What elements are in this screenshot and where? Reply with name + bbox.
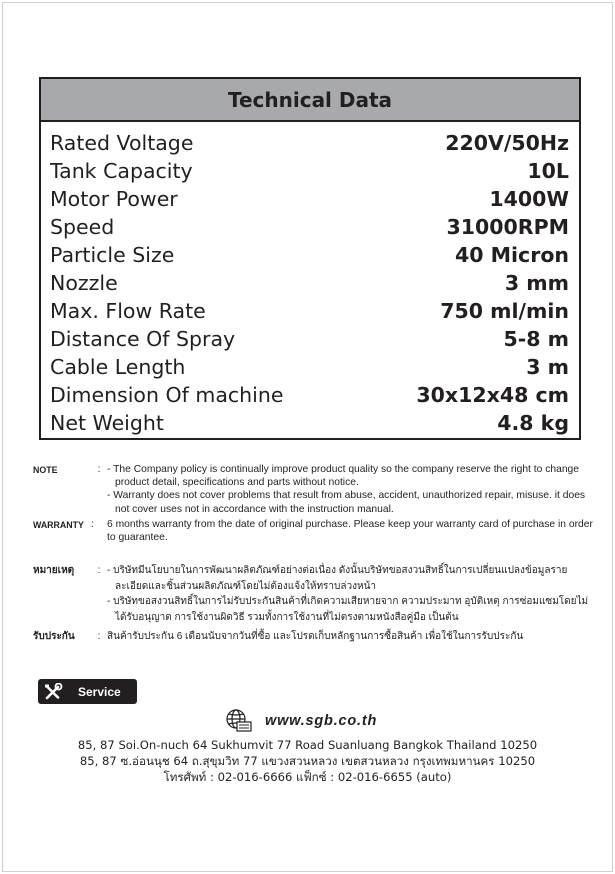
spec-row bbox=[50, 409, 569, 437]
spec-row bbox=[50, 297, 569, 325]
note-colon: : bbox=[97, 464, 101, 475]
note-block bbox=[33, 463, 593, 516]
notes-section bbox=[33, 463, 593, 645]
spec-row bbox=[50, 157, 569, 185]
thai-warranty-block bbox=[33, 629, 593, 645]
spec-value: 40 Micron bbox=[454, 243, 569, 267]
technical-data-table bbox=[39, 77, 581, 440]
spec-label: Motor Power bbox=[50, 187, 178, 211]
spec-row bbox=[50, 381, 569, 409]
thai-warranty-body: สินค้ารับประกัน 6 เดือนนับจากวันที่ซื้อ และโปรดเก็บหลักฐานการซื้อสินค้า เพื่อใช้ในการรับประกัน bbox=[107, 631, 524, 643]
spec-value: 3 m bbox=[526, 355, 569, 379]
thai-warranty-colon: : bbox=[97, 631, 101, 643]
note-item: - Warranty does not cover problems that result from abuse, accident, unauthorized repair, misuse. it does not cover uses not in accordance with the instruction manual. bbox=[107, 490, 586, 515]
spec-row bbox=[50, 129, 569, 157]
spec-label: Nozzle bbox=[50, 271, 118, 295]
spec-label: Tank Capacity bbox=[50, 159, 193, 183]
spec-value: 10L bbox=[527, 159, 569, 183]
warranty-block bbox=[33, 518, 593, 544]
website-url[interactable]: www.sgb.co.th bbox=[265, 713, 378, 729]
note-key: NOTE bbox=[33, 465, 58, 475]
spec-value: 220V/50Hz bbox=[445, 131, 569, 155]
website bbox=[225, 707, 377, 735]
note-item: - บริษัทมีนโยบายในการพัฒนาผลิตภัณฑ์อย่างต่อเนื่อง ดังนั้นบริษัทขอสงวนสิทธิ์ในการเปลี่ยนแปลงข้อมูลรายละเอียดและชิ้นส่วนผลิตภัณฑ์โดยไม่ต้องแจ้งให้ทราบล่วงหน้า bbox=[107, 565, 568, 592]
technical-data-list bbox=[41, 122, 579, 437]
spec-row bbox=[50, 185, 569, 213]
spec-label: Speed bbox=[50, 215, 115, 239]
warranty-body: 6 months warranty from the date of original purchase. Please keep your warranty card of purchase in order to guarantee. bbox=[107, 518, 593, 544]
spec-label: Net Weight bbox=[50, 411, 164, 435]
spec-row bbox=[50, 353, 569, 381]
spec-label: Particle Size bbox=[50, 243, 175, 267]
spec-row bbox=[50, 213, 569, 241]
spec-value: 3 mm bbox=[504, 271, 569, 295]
warranty-colon: : bbox=[91, 518, 94, 530]
technical-data-header bbox=[41, 79, 579, 122]
thai-note-body bbox=[107, 563, 593, 625]
spec-label: Distance Of Spray bbox=[50, 327, 236, 351]
spec-label: Dimension Of machine bbox=[50, 383, 284, 407]
spec-label: Rated Voltage bbox=[50, 131, 194, 155]
address-block bbox=[0, 737, 615, 785]
note-item: - บริษัทขอสงวนสิทธิ์ในการไม่รับประกันสินค้าที่เกิดความเสียหายจาก ความประมาท อุบัติเหตุ การซ่อมแซมโดยไม่ได้รับอนุญาต การใช้งานผิดวิธี รวมทั้งการใช้งานที่ไม่ตรงตามหนังสือคู่มือ เป็นต้น bbox=[107, 596, 589, 623]
tools-icon bbox=[43, 683, 63, 701]
thai-warranty-key: รับประกัน bbox=[33, 631, 75, 643]
phone-fax: โทรศัพท์ : 02-016-6666 แฟ็กซ์ : 02-016-6655 (auto) bbox=[163, 770, 452, 784]
note-item: - The Company policy is continually improve product quality so the company reserve the right to change product detail, specifications and parts without notice. bbox=[107, 464, 579, 489]
address-en: 85, 87 Soi.On-nuch 64 Sukhumvit 77 Road Suanluang Bangkok Thailand 10250 bbox=[77, 738, 538, 752]
service-label: Service bbox=[78, 684, 121, 699]
spec-label: Max. Flow Rate bbox=[50, 299, 206, 323]
spec-label: Cable Length bbox=[50, 355, 186, 379]
spec-row bbox=[50, 325, 569, 353]
warranty-key: WARRANTY bbox=[33, 519, 84, 530]
thai-note-key: หมายเหตุ bbox=[33, 565, 75, 577]
service-badge bbox=[38, 679, 137, 704]
globe-icon bbox=[225, 708, 253, 734]
address-th: 85, 87 ซ.อ่อนนุช 64 ถ.สุขุมวิท 77 แขวงสวนหลวง เขตสวนหลวง กรุงเทพมหานคร 10250 bbox=[79, 754, 536, 768]
spec-value: 5-8 m bbox=[503, 327, 569, 351]
technical-data-title: Technical Data bbox=[227, 87, 393, 112]
spec-value: 30x12x48 cm bbox=[416, 383, 569, 407]
spec-row bbox=[50, 269, 569, 297]
thai-note-colon: : bbox=[97, 565, 101, 577]
spec-value: 750 ml/min bbox=[440, 299, 569, 323]
spec-value: 4.8 kg bbox=[497, 411, 569, 435]
spec-value: 31000RPM bbox=[446, 215, 569, 239]
thai-note-block bbox=[33, 563, 593, 625]
note-body bbox=[107, 463, 593, 516]
spec-value: 1400W bbox=[489, 187, 569, 211]
spec-row bbox=[50, 241, 569, 269]
